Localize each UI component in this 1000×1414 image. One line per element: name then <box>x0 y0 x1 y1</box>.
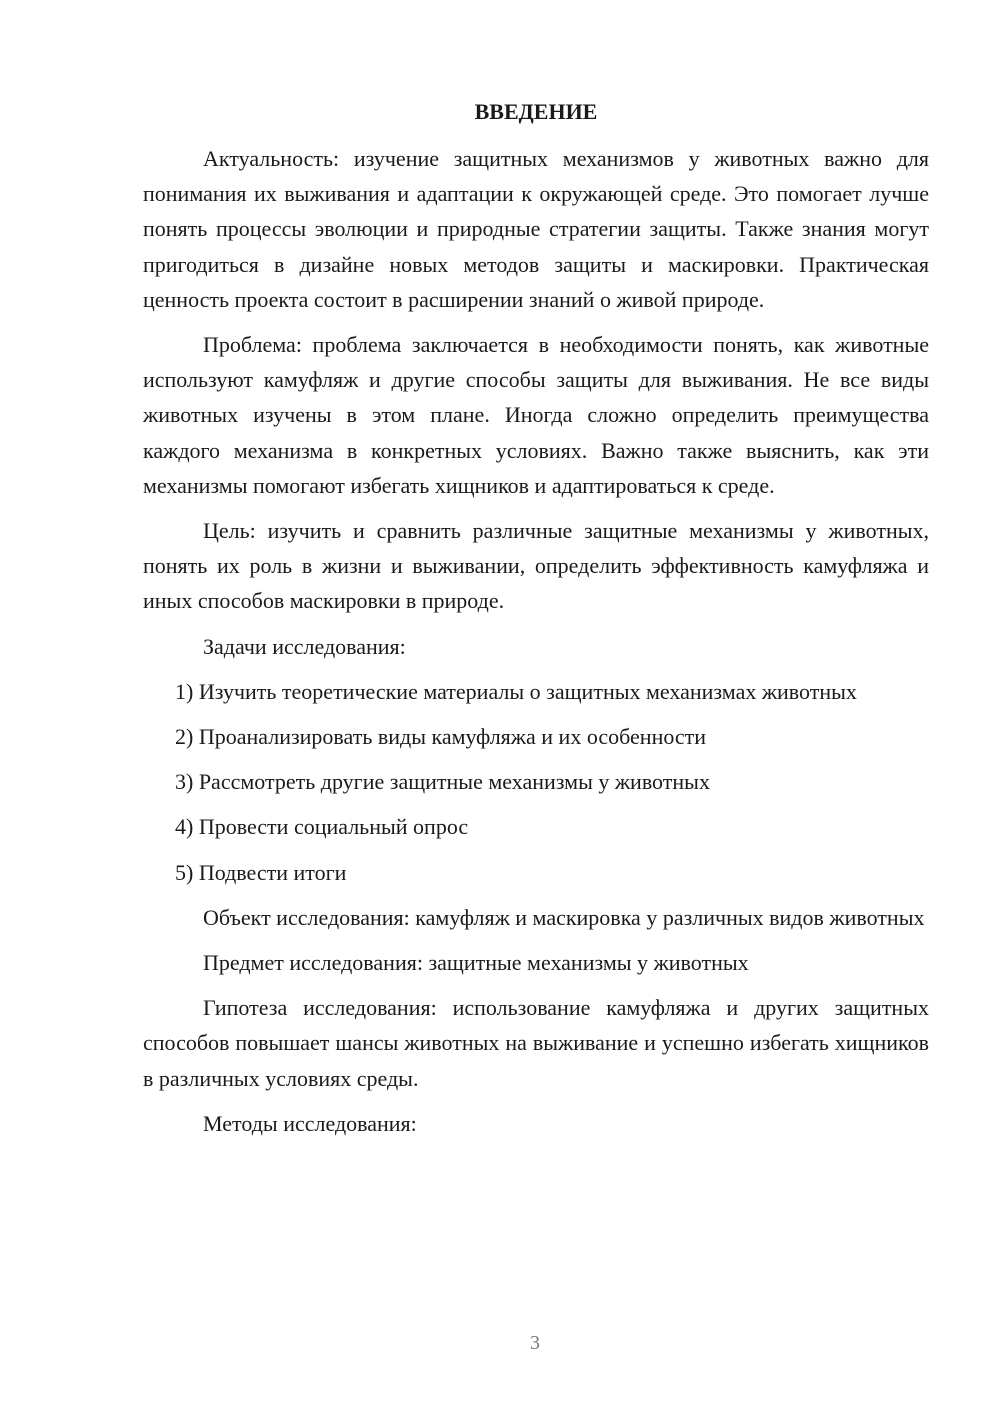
methods-heading: Методы исследования: <box>203 1110 417 1136</box>
task-item-4: 4) Провести социальный опрос <box>175 814 469 840</box>
relevance-paragraph: Актуальность: изучение защитных механизмов у животных важно для понимания их выживания и адаптации к окружающей среде. Это помогает лучше понять процессы эволюции и природные стратегии защиты. Также знания могут пригодиться в дизайне новых методов защиты и маскировки. Практическая ценность проекта состоит в расширении знаний о живой природе. <box>143 146 929 312</box>
goal-paragraph: Цель: изучить и сравнить различные защитные механизмы у животных, понять их роль в жизни и выживании, определить эффективность камуфляжа и иных способов маскировки в природе. <box>143 518 929 614</box>
hypothesis-paragraph: Гипотеза исследования: использование камуфляжа и других защитных способов повышает шансы животных на выживание и успешно избегать хищников в различных условиях среды. <box>143 995 929 1091</box>
object-paragraph: Объект исследования: камуфляж и маскировка у различных видов животных <box>203 904 925 930</box>
section-title: ВВЕДЕНИЕ <box>474 99 598 124</box>
page-content <box>143 94 929 1151</box>
tasks-heading: Задачи исследования: <box>203 633 406 659</box>
task-item-2: 2) Проанализировать виды камуфляжа и их особенности <box>175 724 707 750</box>
subject-paragraph: Предмет исследования: защитные механизмы у животных <box>203 950 749 976</box>
problem-paragraph: Проблема: проблема заключается в необходимости понять, как животные используют камуфляж и другие способы защиты для выживания. Не все виды животных изучены в этом плане. Иногда сложно определить преимущества каждого механизма в конкретных условиях. Важно также выяснить, как эти механизмы помогают избегать хищников и адаптироваться к среде. <box>143 332 929 498</box>
page-number: 3 <box>530 1332 540 1354</box>
task-item-5: 5) Подвести итоги <box>175 859 347 885</box>
task-item-3: 3) Рассмотреть другие защитные механизмы у животных <box>175 769 710 795</box>
task-item-1: 1) Изучить теоретические материалы о защитных механизмах животных <box>175 678 857 704</box>
